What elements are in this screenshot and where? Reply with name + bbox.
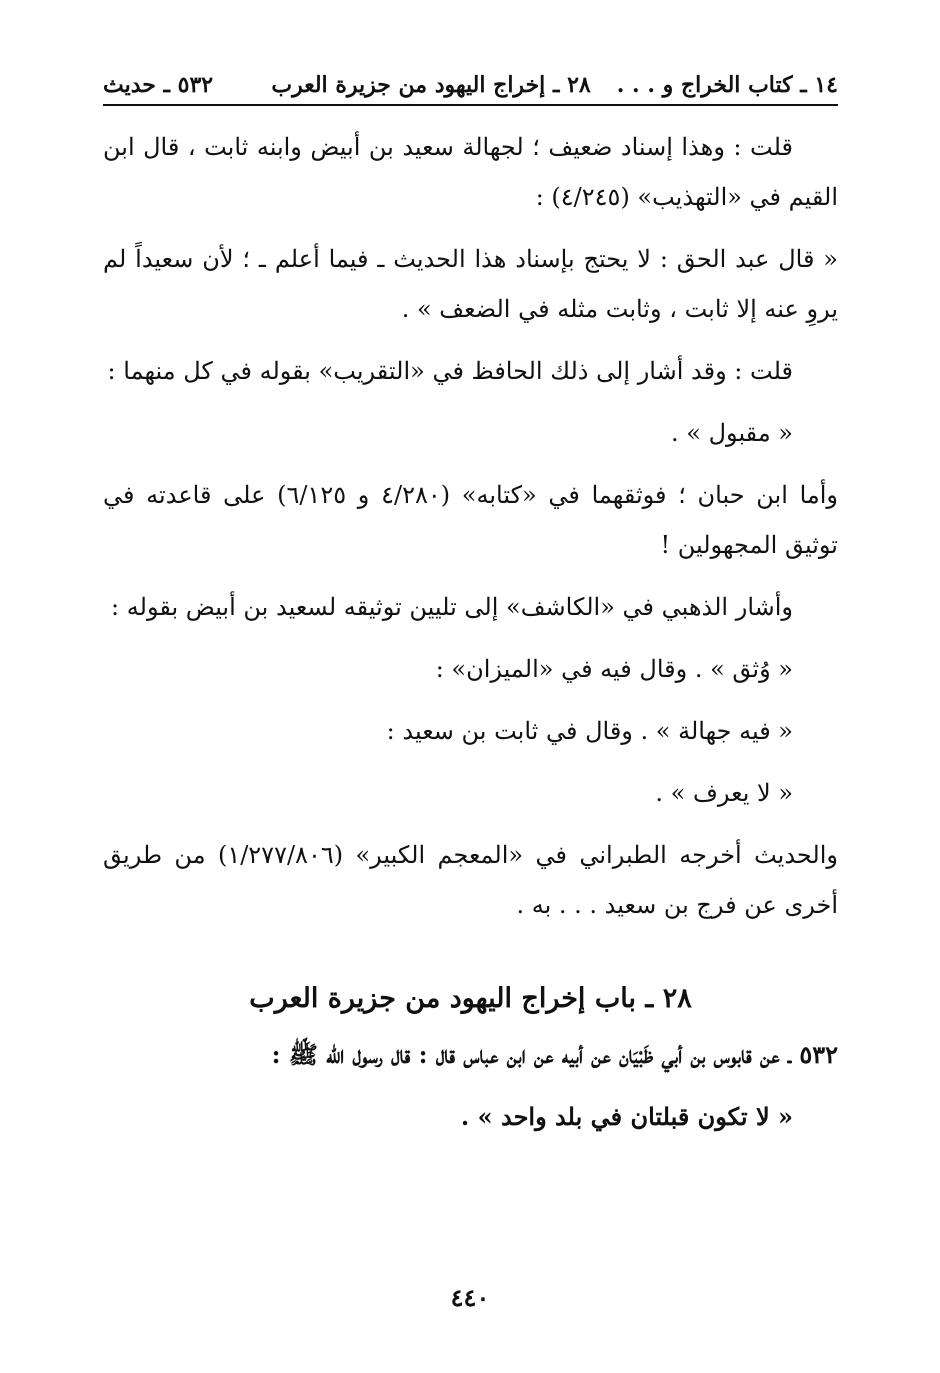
chapter-heading: ٢٨ ـ باب إخراج اليهود من جزيرة العرب xyxy=(249,983,692,1014)
page-number: ٤٤٠ xyxy=(450,1283,490,1312)
paragraph: وأشار الذهبي في «الكاشف» إلى تليين توثيقه لسعيد بن أبيض بقوله : xyxy=(111,593,793,621)
paragraph: قلت : وقد أشار إلى ذلك الحافظ في «التقريب» بقوله في كل منهما : xyxy=(107,357,793,385)
quote-paragraph: « مقبول » . xyxy=(671,419,793,447)
quote-paragraph: « وُثق » . وقال فيه في «الميزان» : xyxy=(435,655,793,683)
paragraph: قلت : وهذا إسناد ضعيف ؛ لجهالة سعيد بن أبيض وابنه ثابت ، قال ابن القيم في «التهذيب» (٤/٢٤٥) : xyxy=(103,133,838,211)
quote-paragraph: « قال عبد الحق : لا يحتج بإسناد هذا الحديث ـ فيما أعلم ـ ؛ لأن سعيداً لم يروِ عنه إلا ثابت ، وثابت مثله في الضعف » . xyxy=(103,245,838,323)
header-chapter-title: ٢٨ ـ إخراج اليهود من جزيرة العرب xyxy=(271,72,591,98)
header-hadith-ref: ٥٣٢ ـ حديث xyxy=(103,72,214,98)
quote-paragraph: « فيه جهالة » . وقال في ثابت بن سعيد : xyxy=(386,717,793,745)
header-titles xyxy=(271,72,838,98)
paragraph: وأما ابن حبان ؛ فوثقهما في «كتابه» (٤/٢٨٠ و ٦/١٢٥) على قاعدته في توثيق المجهولين ! xyxy=(103,481,838,559)
paragraph: والحديث أخرجه الطبراني في «المعجم الكبير» (١/٢٧٧/٨٠٦) من طريق أخرى عن فرج بن سعيد . . . به . xyxy=(103,841,838,919)
running-header xyxy=(103,66,838,106)
quote-paragraph: « لا يعرف » . xyxy=(655,779,793,807)
hadith-isnad: ٥٣٢ ـ عن قابوس بن أبي ظَبْيَان عن أبيه عن ابن عباس قال : قال رسول الله ﷺ : xyxy=(271,1040,838,1069)
header-book-title: ١٤ ـ كتاب الخراج و . . . xyxy=(616,72,838,98)
page-body xyxy=(103,122,838,1154)
hadith-matn: « لا تكون قبلتان في بلد واحد » . xyxy=(460,1102,793,1131)
